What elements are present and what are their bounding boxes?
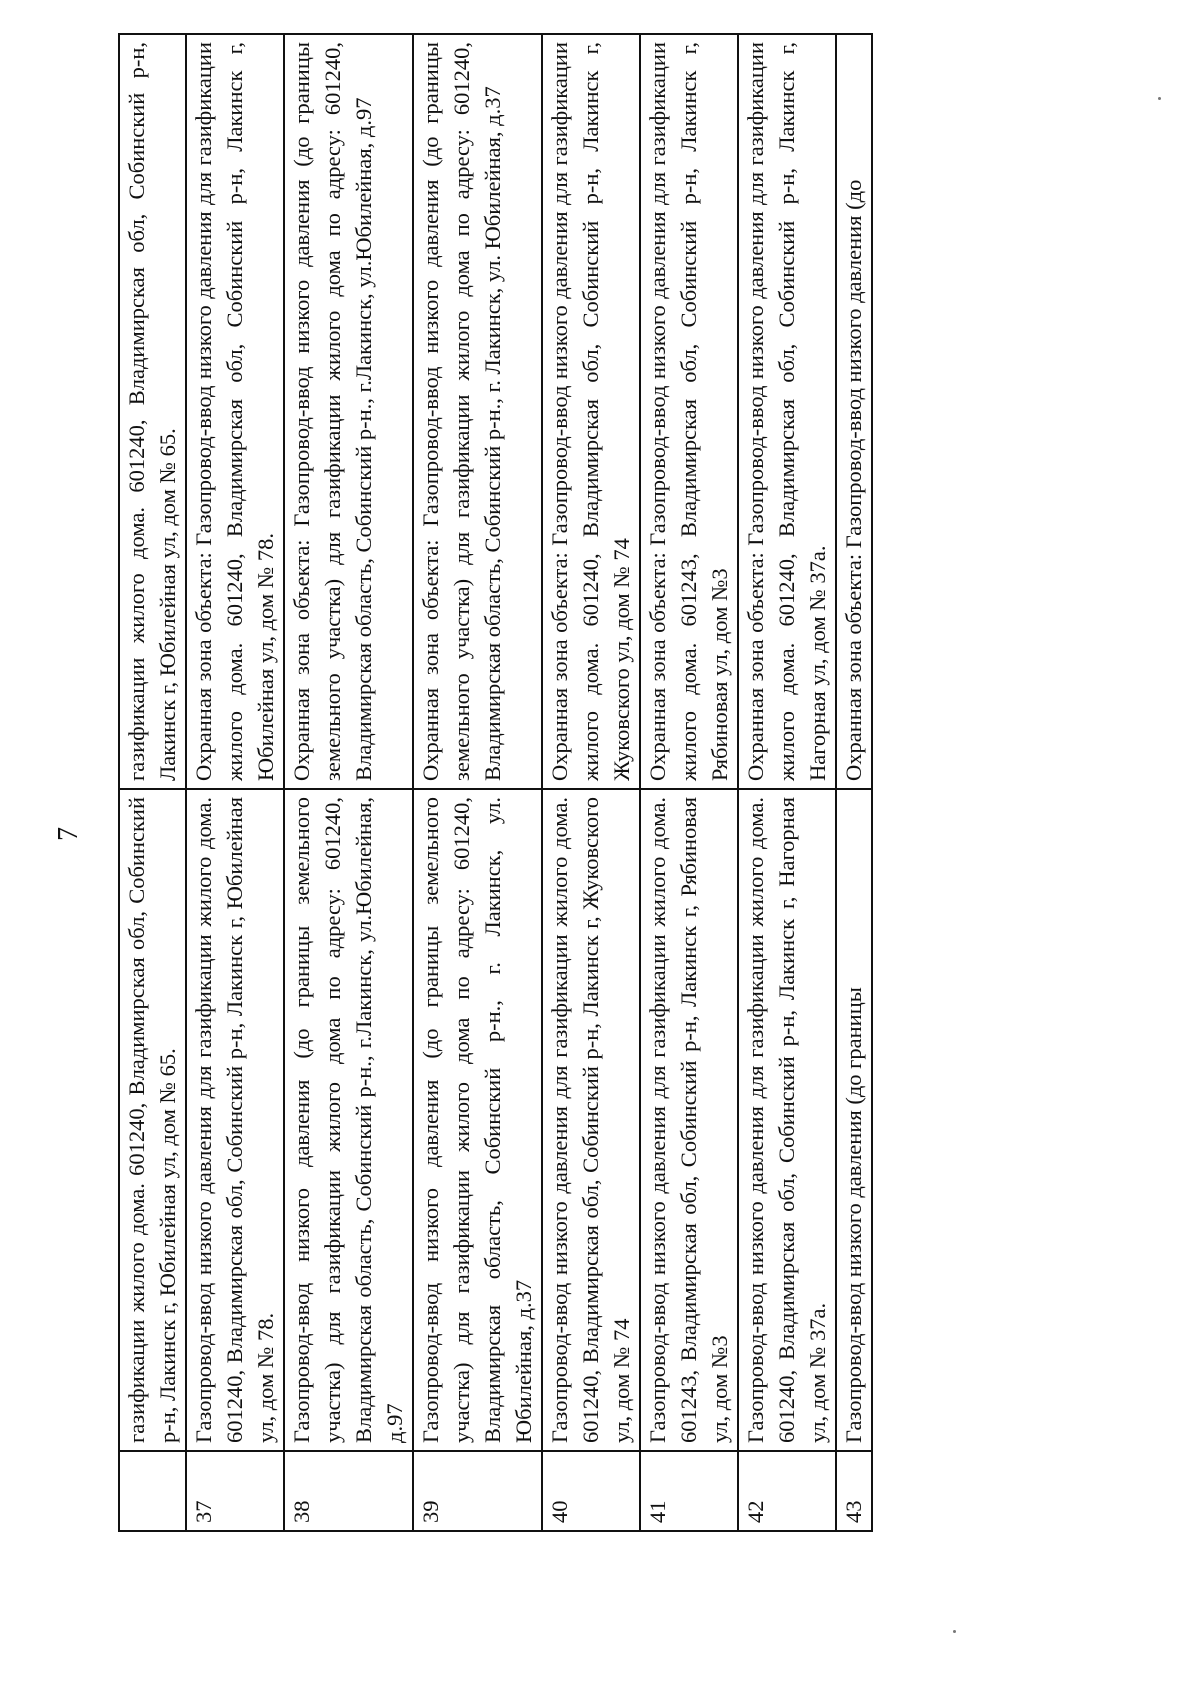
table-row [836,34,872,1531]
protection-zone-cell: Охранная зона объекта: Газопровод-ввод низкого давления (до границы земельного участка) для газификации жилого дома по адресу: 601240, Владимирская область, Собинский р-н., г.Лакинск, ул.Юбилейная, д.97 [284,34,413,789]
protection-zone-cell: Охранная зона объекта: Газопровод-ввод низкого давления для газификации жилого дома. 601243, Владимирская обл, Собинский р-н, Лакинск г, Рябиновая ул, дом №3 [640,34,738,789]
row-number: 42 [738,1451,836,1531]
row-number [119,1451,186,1531]
object-name-cell: Газопровод-ввод низкого давления (до границы земельного участка) для газификации жилого дома по адресу: 601240, Владимирская область, Собинский р-н., г. Лакинск, ул. Юбилейная, д.37 [413,789,542,1451]
scan-speck [1158,97,1161,100]
object-name-cell: газификации жилого дома. 601240, Владимирская обл, Собинский р-н, Лакинск г, Юбилейная ул, дом № 65. [119,789,186,1451]
table-row [413,34,542,1531]
table-row [640,34,738,1531]
table-row [738,34,836,1531]
object-name-cell: Газопровод-ввод низкого давления для газификации жилого дома. 601240, Владимирская обл, Собинский р-н, Лакинск г, Нагорная ул, дом № 37а. [738,789,836,1451]
protection-zone-cell: газификации жилого дома. 601240, Владимирская обл, Собинский р-н, Лакинск г, Юбилейная ул, дом № 65. [119,34,186,789]
object-name-cell: Газопровод-ввод низкого давления для газификации жилого дома. 601243, Владимирская обл, Собинский р-н, Лакинск г, Рябиновая ул, дом №3 [640,789,738,1451]
table-row [284,34,413,1531]
row-number: 37 [186,1451,284,1531]
row-number: 38 [284,1451,413,1531]
scan-speck [953,1630,956,1633]
row-number: 43 [836,1451,872,1531]
object-name-cell: Газопровод-ввод низкого давления (до границы земельного участка) для газификации жилого дома по адресу: 601240, Владимирская область, Собинский р-н., г.Лакинск, ул.Юбилейная, д.97 [284,789,413,1451]
protection-zone-cell: Охранная зона объекта: Газопровод-ввод низкого давления для газификации жилого дома. 601240, Владимирская обл, Собинский р-н, Лакинск г, Нагорная ул, дом № 37а. [738,34,836,789]
protection-zone-cell: Охранная зона объекта: Газопровод-ввод низкого давления для газификации жилого дома. 601240, Владимирская обл, Собинский р-н, Лакинск г, Жуковского ул, дом № 74 [542,34,640,789]
gas-pipeline-table [118,33,873,1532]
object-name-cell: Газопровод-ввод низкого давления для газификации жилого дома. 601240, Владимирская обл, Собинский р-н, Лакинск г, Жуковского ул, дом № 74 [542,789,640,1451]
row-number: 40 [542,1451,640,1531]
protection-zone-cell: Охранная зона объекта: Газопровод-ввод низкого давления (до [836,34,872,789]
table-row [542,34,640,1531]
page-number: 7 [53,827,84,841]
table-row [119,34,186,1531]
protection-zone-cell: Охранная зона объекта: Газопровод-ввод низкого давления для газификации жилого дома. 601240, Владимирская обл, Собинский р-н, Лакинск г, Юбилейная ул, дом № 78. [186,34,284,789]
table-row [186,34,284,1531]
row-number: 41 [640,1451,738,1531]
object-name-cell: Газопровод-ввод низкого давления для газификации жилого дома. 601240, Владимирская обл, Собинский р-н, Лакинск г, Юбилейная ул, дом № 78. [186,789,284,1451]
row-number: 39 [413,1451,542,1531]
object-name-cell: Газопровод-ввод низкого давления (до границы [836,789,872,1451]
rotated-page-content [118,35,1078,1532]
protection-zone-cell: Охранная зона объекта: Газопровод-ввод низкого давления (до границы земельного участка) для газификации жилого дома по адресу: 601240, Владимирская область, Собинский р-н., г. Лакинск, ул. Юбилейная, д.37 [413,34,542,789]
